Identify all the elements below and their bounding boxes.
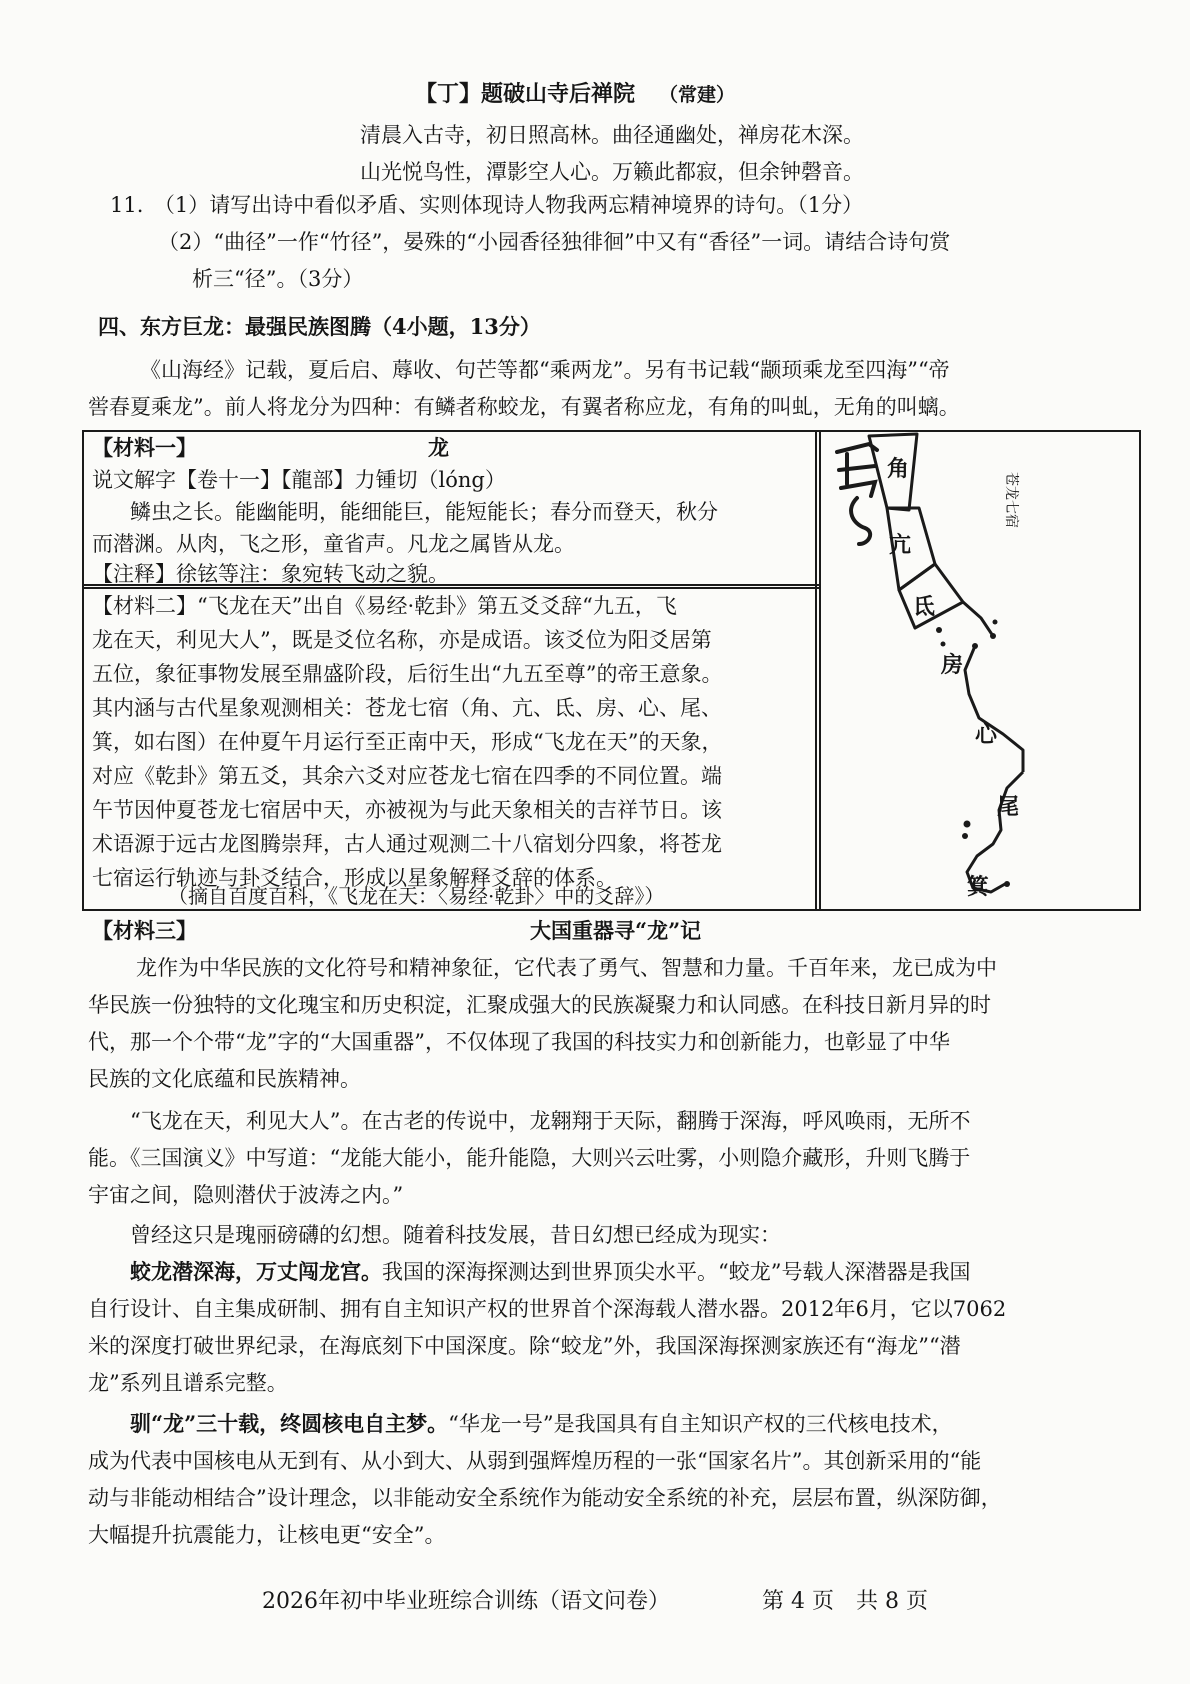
material-3-line-8: 曾经这只是瑰丽磅礴的幻想。随着科技发展，昔日幻想已经成为现实： xyxy=(130,1223,781,1247)
star-label-ji: 箕 xyxy=(967,874,990,900)
dragon-glyph-icon xyxy=(837,444,877,544)
material-2-line-8: 术语源于远古龙图腾崇拜，古人通过观测二十八宿划分四象，将苍龙 xyxy=(92,832,722,856)
material-2-line-4: 其内涵与古代星象观测相关：苍龙七宿（角、亢、氐、房、心、尾、 xyxy=(92,696,722,720)
jiaolong-heading: 蛟龙潜深海，万丈闯龙宫。 xyxy=(130,1259,382,1284)
azure-dragon-figure xyxy=(817,432,1135,905)
star-label-fang: 房 xyxy=(941,652,964,678)
material-2-citation: （摘自百度百科，《飞龙在天：〈易经·乾卦〉中的爻辞》） xyxy=(168,884,665,908)
material-2-line-7: 午节因仲夏苍龙七宿居中天，亦被视为与此天象相关的吉祥节日。该 xyxy=(92,798,722,822)
material-1-heading: 龙 xyxy=(428,435,449,460)
jiaolong-paragraph-1 xyxy=(130,1258,970,1286)
hualong-heading: 驯“龙”三十载，终圆核电自主梦。 xyxy=(130,1411,449,1436)
star-label-xin: 心 xyxy=(975,722,998,748)
material-1-label: 【材料一】 xyxy=(92,435,197,460)
jiaolong-text-1: 我国的深海探测达到世界顶尖水平。“蛟龙”号载人深潜器是我国 xyxy=(382,1260,971,1284)
material-1-note: 【注释】徐铉等注：象宛转飞动之貌。 xyxy=(92,562,449,586)
footer-exam-title: 2026年初中毕业班综合训练（语文问卷） xyxy=(262,1589,670,1614)
jiaolong-text-4: 龙”系列且谱系完整。 xyxy=(88,1371,288,1395)
star-label-kang: 亢 xyxy=(889,532,912,558)
star-label-wei: 尾 xyxy=(997,794,1020,820)
material-2-line-3: 五位，象征事物发展至鼎盛阶段，后衍生出“九五至尊”的帝王意象。 xyxy=(92,662,723,686)
figure-side-label: 苍龙七宿 xyxy=(1003,472,1019,528)
poem-title-text: 【丁】题破山寺后禅院 xyxy=(415,81,636,107)
material-3-line-4: 民族的文化底蕴和民族精神。 xyxy=(88,1067,361,1091)
material-3-line-6: 能。《三国演义》中写道：“龙能大能小，能升能隐，大则兴云吐雾，小则隐介藏形，升则飞腾于 xyxy=(88,1146,971,1170)
poem-line-2: 山光悦鸟性，潭影空人心。万籁此都寂，但余钟磬音。 xyxy=(360,160,864,184)
star-label-jiao: 角 xyxy=(887,456,910,482)
material-3-title: 大国重器寻“龙”记 xyxy=(530,918,702,943)
question-11-part-2: （2）“曲径”一作“竹径”，晏殊的“小园香径独徘徊”中又有“香径”一词。请结合诗句赏 xyxy=(158,230,951,254)
material-3-line-3: 代，那一个个带“龙”字的“大国重器”，不仅体现了我国的科技实力和创新能力，也彰显了中华 xyxy=(88,1030,950,1054)
hualong-text-3: 动与非能动相结合”设计理念，以非能动安全系统作为能动安全系统的补充，层层布置，纵深防御， xyxy=(88,1486,1002,1510)
poem-line-1: 清晨入古寺，初日照高林。曲径通幽处，禅房花木深。 xyxy=(360,123,864,147)
section-4-intro-2: 喾春夏乘龙”。前人将龙分为四种：有鳞者称蛟龙，有翼者称应龙，有角的叫虬，无角的叫螭。 xyxy=(88,395,960,419)
poem-title xyxy=(415,80,735,109)
jiaolong-text-3: 米的深度打破世界纪录，在海底刻下中国深度。除“蛟龙”外，我国深海探测家族还有“海龙”“潜 xyxy=(88,1334,961,1358)
material-1-text-2: 而潜渊。从肉，飞之形，童省声。凡龙之属皆从龙。 xyxy=(92,532,575,556)
section-4-intro-1: 《山海经》记载，夏后启、蓐收、句芒等都“乘两龙”。另有书记载“颛顼乘龙至四海”“帝 xyxy=(140,358,950,382)
hualong-paragraph-1 xyxy=(130,1410,953,1438)
jiaolong-text-2: 自行设计、自主集成研制、拥有自主知识产权的世界首个深海载人潜水器。2012年6月，它以7062 xyxy=(88,1297,1007,1321)
material-2-line-1: 【材料二】“飞龙在天”出自《易经·乾卦》第五爻爻辞“九五，飞 xyxy=(92,594,677,618)
material-2-line-9: 七宿运行轨迹与卦爻结合，形成以星象解释爻辞的体系。 xyxy=(92,866,617,890)
question-11-part-2-cont: 析三“径”。（3分） xyxy=(192,267,364,291)
material-3-line-7: 宇宙之间，隐则潜伏于波涛之内。” xyxy=(88,1183,404,1207)
question-11-part-1: 11. （1）请写出诗中看似矛盾、实则体现诗人物我两忘精神境界的诗句。（1分） xyxy=(110,193,864,217)
material-2-line-2: 龙在天，利见大人”，既是爻位名称，亦是成语。该爻位为阳爻居第 xyxy=(92,628,712,652)
material-2-line-5: 箕，如右图）在仲夏午月运行至正南中天，形成“飞龙在天”的天象， xyxy=(92,730,723,754)
material-3-line-2: 华民族一份独特的文化瑰宝和历史积淀，汇聚成强大的民族凝聚力和认同感。在科技日新月异的时 xyxy=(88,993,991,1017)
section-4-title: 四、东方巨龙：最强民族图腾（4小题，13分） xyxy=(98,314,541,339)
material-1-text-1: 鳞虫之长。能幽能明，能细能巨，能短能长；春分而登天，秋分 xyxy=(130,500,718,524)
hualong-text-2: 成为代表中国核电从无到有、从小到大、从弱到强辉煌历程的一张“国家名片”。其创新采用的“能 xyxy=(88,1449,982,1473)
material-3-line-1: 龙作为中华民族的文化符号和精神象征，它代表了勇气、智慧和力量。千百年来，龙已成为中 xyxy=(136,956,997,980)
footer-page-number: 第 4 页 共 8 页 xyxy=(762,1589,928,1614)
poem-author: （常建） xyxy=(659,84,736,106)
material-1-source: 说文解字【卷十一】【龍部】力锺切（lóng） xyxy=(92,468,506,492)
material-2-line-6: 对应《乾卦》第五爻，其余六爻对应苍龙七宿在四季的不同位置。端 xyxy=(92,764,722,788)
material-3-line-5: “飞龙在天，利见大人”。在古老的传说中，龙翱翔于天际，翻腾于深海，呼风唤雨，无所不 xyxy=(130,1109,971,1133)
star-label-di: 氐 xyxy=(913,594,936,620)
hualong-text-1: “华龙一号”是我国具有自主知识产权的三代核电技术， xyxy=(448,1412,953,1436)
hualong-text-4: 大幅提升抗震能力，让核电更“安全”。 xyxy=(88,1523,446,1547)
material-3-label: 【材料三】 xyxy=(92,918,197,943)
